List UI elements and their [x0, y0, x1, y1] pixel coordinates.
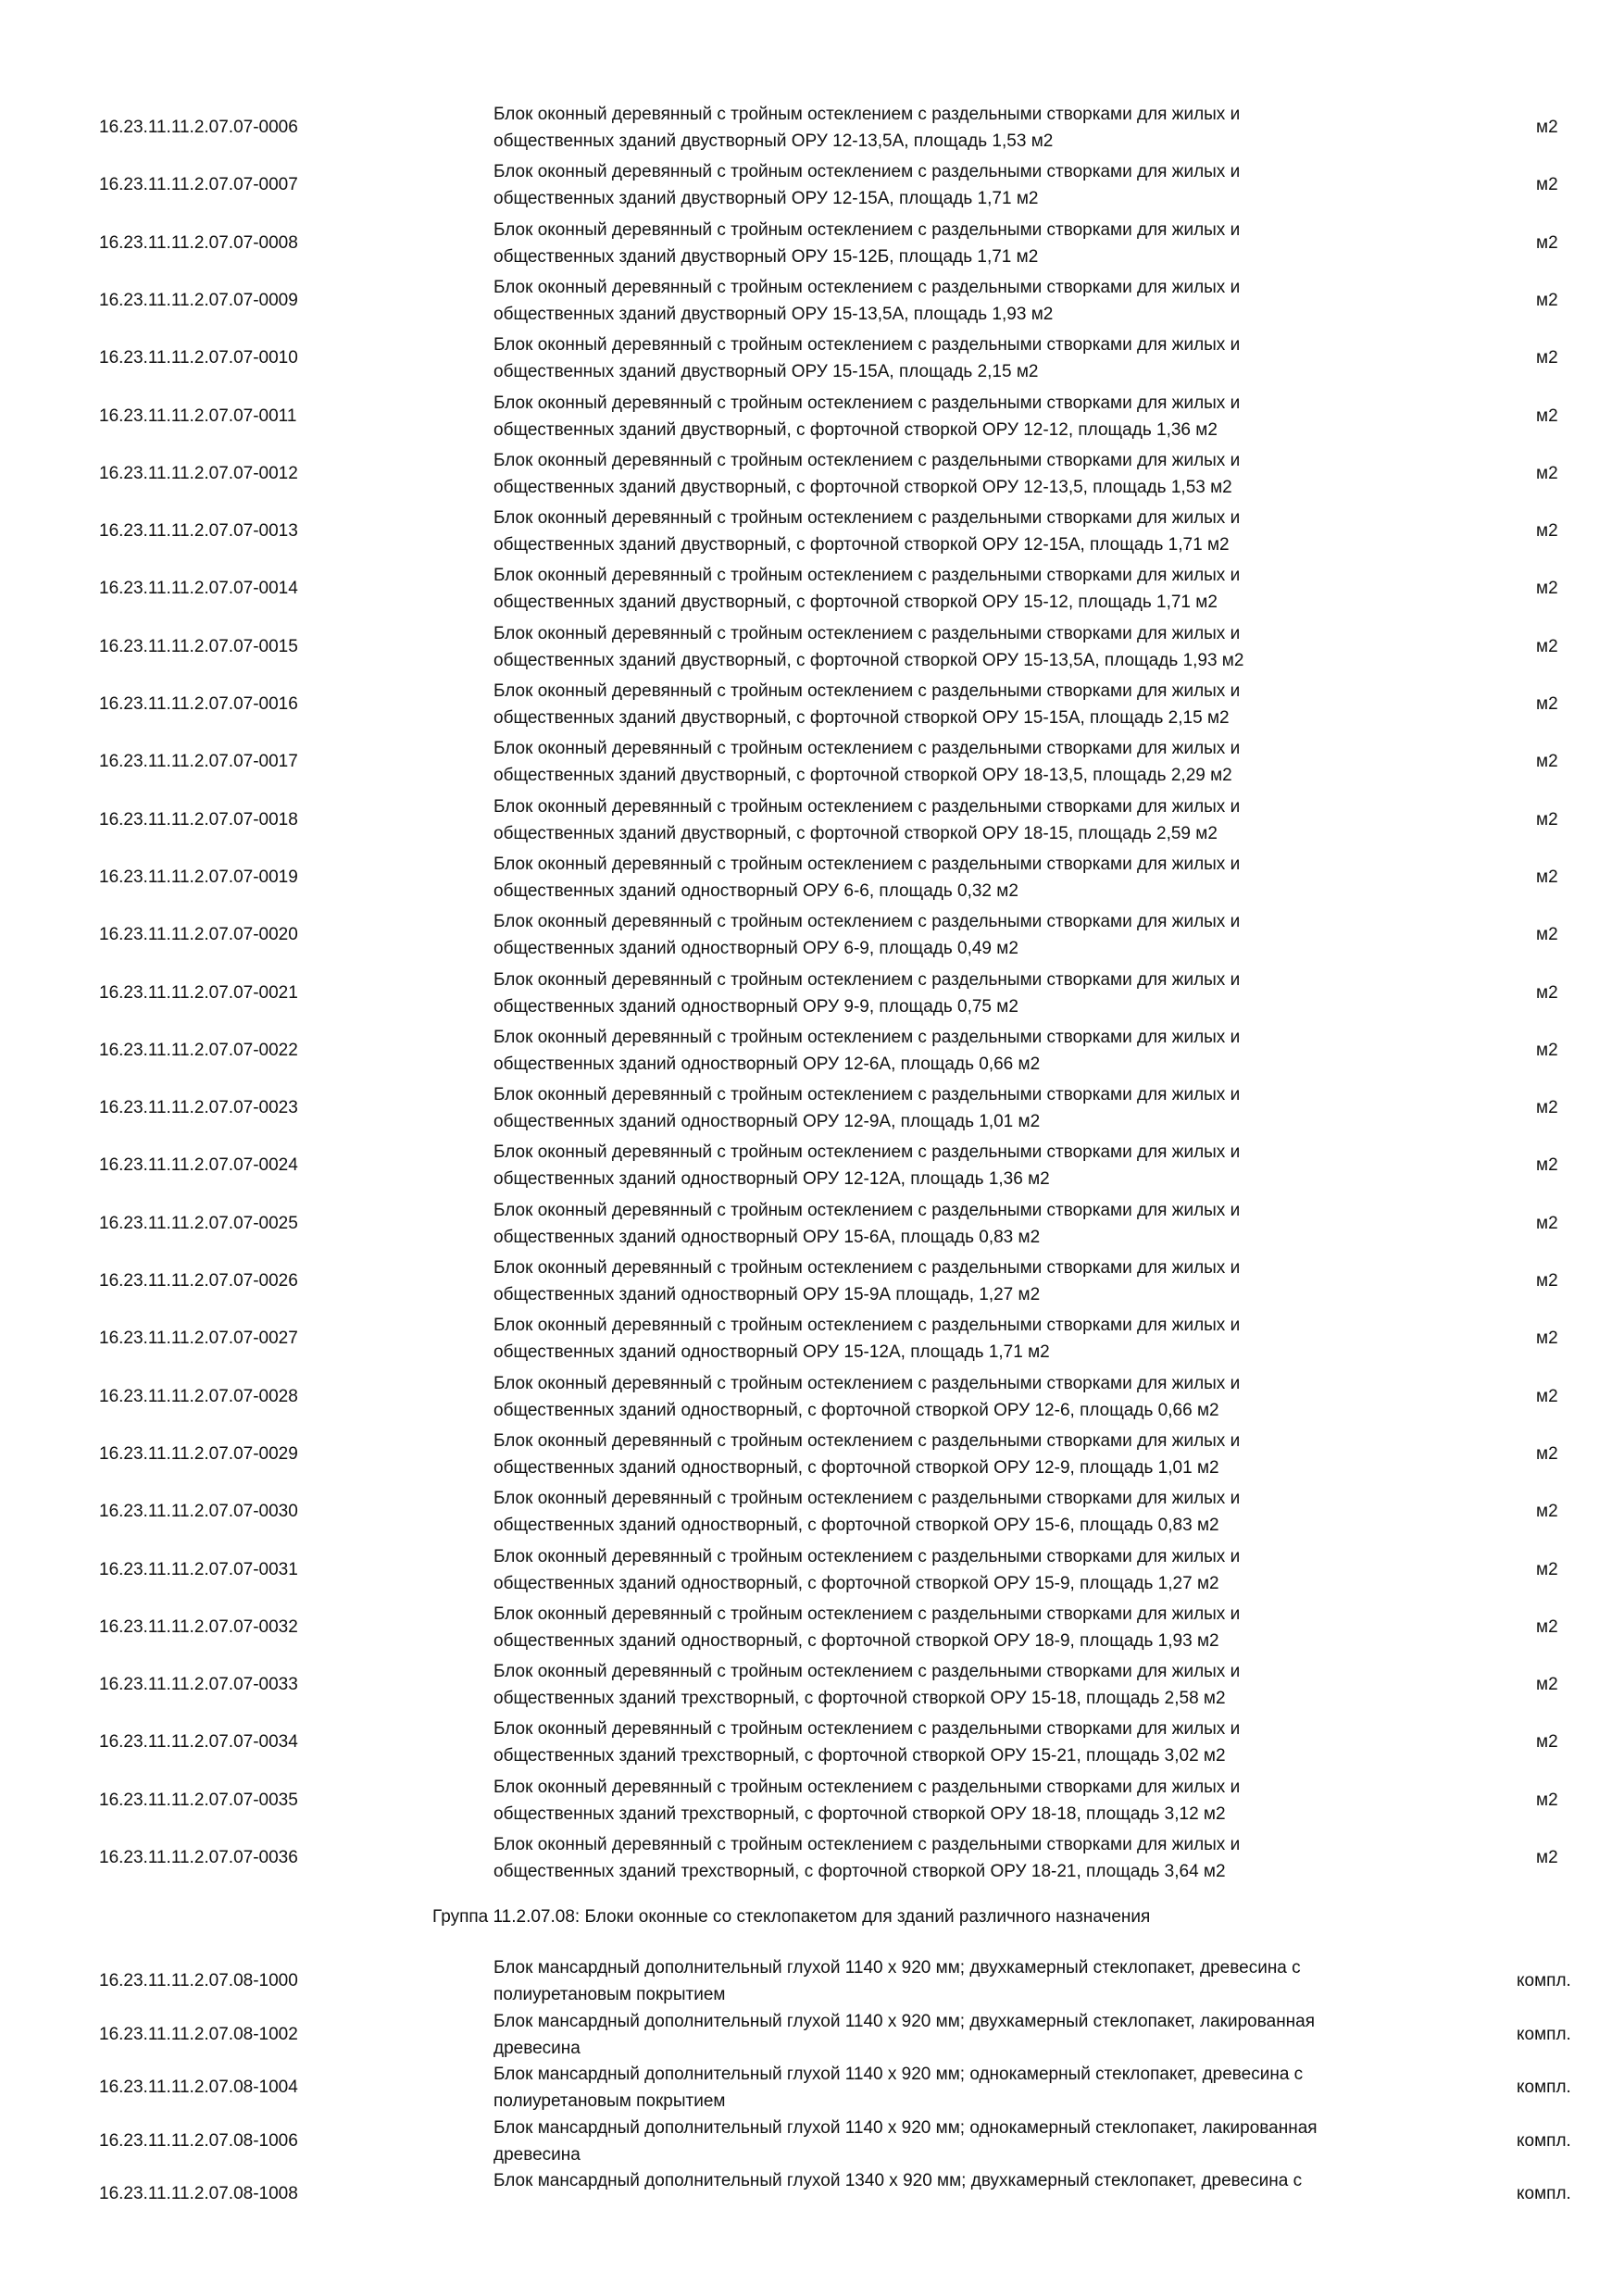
row-description	[493, 1774, 1466, 1828]
row-unit: м2	[1536, 521, 1558, 542]
row-description	[493, 390, 1466, 443]
row-code: 16.23.11.11.2.07.07-0020	[99, 925, 298, 945]
row-code: 16.23.11.11.2.07.07-0021	[99, 982, 298, 1003]
description-line-1: Блок оконный деревянный с тройным остеклением с раздельными створками для жилых и	[493, 1603, 1241, 1624]
row-description	[493, 1370, 1466, 1424]
description-line-2: древесина	[493, 2144, 581, 2165]
row-unit: компл.	[1517, 2024, 1571, 2044]
description-line-2: общественных зданий одностворный ОРУ 6-9, площадь 0,49 м2	[493, 939, 1018, 959]
description-line-1: Блок оконный деревянный с тройным остеклением с раздельными створками для жилых и	[493, 1027, 1241, 1047]
description-line-2: общественных зданий двустворный, с форточной створкой ОРУ 18-13,5, площадь 2,29 м2	[493, 766, 1232, 786]
row-unit: м2	[1536, 1329, 1558, 1349]
description-line-1: Блок оконный деревянный с тройным остеклением с раздельными створками для жилых и	[493, 1142, 1241, 1163]
description-line-2: общественных зданий двустворный, с форточной створкой ОРУ 18-15, площадь 2,59 м2	[493, 823, 1218, 843]
description-line-2: общественных зданий двустворный, с форточной створкой ОРУ 15-12, площадь 1,71 м2	[493, 593, 1218, 613]
description-line-2: общественных зданий одностворный, с форточной створкой ОРУ 18-9, площадь 1,93 м2	[493, 1630, 1219, 1651]
row-description	[493, 217, 1466, 270]
description-line-1: Блок оконный деревянный с тройным остеклением с раздельными створками для жилых и	[493, 681, 1241, 701]
description-line-1: Блок мансардный дополнительный глухой 1140 х 920 мм; однокамерный стеклопакет, лакированная	[493, 2117, 1318, 2138]
row-unit: компл.	[1517, 1971, 1571, 1990]
description-line-1: Блок оконный деревянный с тройным остеклением с раздельными створками для жилых и	[493, 1546, 1241, 1566]
description-line-1: Блок оконный деревянный с тройным остеклением с раздельными створками для жилых и	[493, 1316, 1241, 1336]
row-unit: м2	[1536, 1386, 1558, 1406]
description-line-2: общественных зданий двустворный, с форточной створкой ОРУ 15-15А, площадь 2,15 м2	[493, 708, 1230, 728]
row-code: 16.23.11.11.2.07.07-0011	[99, 406, 297, 426]
row-code: 16.23.11.11.2.07.07-0008	[99, 232, 298, 253]
row-unit: м2	[1536, 406, 1558, 426]
row-code: 16.23.11.11.2.07.07-0006	[99, 118, 298, 137]
row-code: 16.23.11.11.2.07.07-0029	[99, 1443, 298, 1464]
description-line-1: Блок оконный деревянный с тройным остеклением с раздельными створками для жилых и	[493, 450, 1241, 470]
description-line-2: общественных зданий двустворный, с форточной створкой ОРУ 15-13,5А, площадь 1,93 м2	[493, 650, 1244, 670]
row-unit: м2	[1536, 982, 1558, 1003]
row-unit: м2	[1536, 348, 1558, 368]
description-line-1: Блок оконный деревянный с тройным остеклением с раздельными створками для жилых и	[493, 219, 1241, 240]
row-description	[493, 1024, 1466, 1078]
description-line-1: Блок оконный деревянный с тройным остеклением с раздельными створками для жилых и	[493, 1373, 1241, 1393]
description-line-2: общественных зданий двустворный ОРУ 12-13,5А, площадь 1,53 м2	[493, 131, 1054, 151]
description-line-1: Блок оконный деревянный с тройным остеклением с раздельными створками для жилых и	[493, 566, 1241, 586]
row-unit: м2	[1536, 290, 1558, 310]
description-line-1: Блок мансардный дополнительный глухой 1140 х 920 мм; двухкамерный стеклопакет, лакированная	[493, 2011, 1316, 2031]
row-unit: м2	[1536, 1098, 1558, 1118]
row-description	[493, 967, 1466, 1020]
row-description	[493, 1428, 1466, 1481]
description-line-2: общественных зданий двустворный ОРУ 15-12Б, площадь 1,71 м2	[493, 246, 1039, 267]
row-description	[493, 1716, 1466, 1769]
description-line-2: полиуретановым покрытием	[493, 2091, 726, 2111]
row-unit: м2	[1536, 1616, 1558, 1637]
row-unit: м2	[1536, 925, 1558, 945]
description-line-1: Блок оконный деревянный с тройным остеклением с раздельными створками для жилых и	[493, 162, 1241, 182]
row-code: 16.23.11.11.2.07.08-1000	[99, 1971, 298, 1990]
row-code: 16.23.11.11.2.07.07-0022	[99, 1040, 298, 1060]
description-line-2: общественных зданий двустворный ОРУ 12-15А, площадь 1,71 м2	[493, 189, 1039, 209]
description-line-1: Блок оконный деревянный с тройным остеклением с раздельными створками для жилых и	[493, 1430, 1241, 1451]
row-code: 16.23.11.11.2.07.08-1008	[99, 2184, 298, 2203]
row-unit: м2	[1536, 1675, 1558, 1695]
row-unit: м2	[1536, 867, 1558, 887]
row-code: 16.23.11.11.2.07.07-0028	[99, 1386, 298, 1406]
row-unit: м2	[1536, 1213, 1558, 1233]
row-code: 16.23.11.11.2.07.08-1002	[99, 2024, 298, 2044]
description-line-2: общественных зданий двустворный, с форточной створкой ОРУ 12-13,5, площадь 1,53 м2	[493, 477, 1232, 497]
description-line-2: общественных зданий трехстворный, с форточной створкой ОРУ 18-21, площадь 3,64 м2	[493, 1862, 1226, 1881]
description-line-2: общественных зданий одностворный ОРУ 9-9, площадь 0,75 м2	[493, 996, 1018, 1017]
description-line-1: Блок оконный деревянный с тройным остеклением с раздельными створками для жилых и	[493, 1258, 1241, 1278]
description-line-2: общественных зданий двустворный, с форточной створкой ОРУ 12-15А, площадь 1,71 м2	[493, 535, 1230, 555]
row-description	[493, 2115, 1466, 2168]
description-line-1: Блок оконный деревянный с тройным остеклением с раздельными створками для жилых и	[493, 1662, 1241, 1682]
row-description	[493, 562, 1466, 616]
row-description	[493, 1831, 1466, 1885]
description-line-1: Блок оконный деревянный с тройным остеклением с раздельными створками для жилых и	[493, 1489, 1241, 1509]
row-code: 16.23.11.11.2.07.07-0007	[99, 175, 298, 195]
description-line-1: Блок мансардный дополнительный глухой 1340 х 920 мм; двухкамерный стеклопакет, древесина с	[493, 2171, 1303, 2190]
description-line-1: Блок оконный деревянный с тройным остеклением с раздельными створками для жилых и	[493, 969, 1241, 990]
row-code: 16.23.11.11.2.07.07-0026	[99, 1271, 298, 1291]
description-line-2: общественных зданий одностворный, с форточной створкой ОРУ 15-9, площадь 1,27 м2	[493, 1573, 1219, 1593]
row-code: 16.23.11.11.2.07.07-0035	[99, 1790, 298, 1810]
row-description	[493, 505, 1466, 558]
description-line-1: Блок оконный деревянный с тройным остеклением с раздельными створками для жилых и	[493, 912, 1241, 932]
row-code: 16.23.11.11.2.07.07-0025	[99, 1213, 298, 1233]
row-description	[493, 851, 1466, 905]
description-line-2: общественных зданий одностворный, с форточной створкой ОРУ 12-6, площадь 0,66 м2	[493, 1400, 1219, 1420]
row-description	[493, 2061, 1466, 2115]
description-line-2: общественных зданий одностворный ОРУ 12-12А, площадь 1,36 м2	[493, 1169, 1050, 1190]
row-unit: м2	[1536, 1040, 1558, 1060]
description-line-1: Блок мансардный дополнительный глухой 1140 х 920 мм; однокамерный стеклопакет, древесина с	[493, 2065, 1304, 2084]
row-description	[493, 908, 1466, 962]
description-line-1: Блок оконный деревянный с тройным остеклением с раздельными створками для жилых и	[493, 393, 1241, 413]
row-code: 16.23.11.11.2.07.07-0019	[99, 867, 298, 887]
description-line-2: общественных зданий трехстворный, с форточной створкой ОРУ 15-18, площадь 2,58 м2	[493, 1689, 1226, 1709]
description-line-2: общественных зданий двустворный ОРУ 15-13,5А, площадь 1,93 м2	[493, 304, 1054, 324]
description-line-2: общественных зданий одностворный ОРУ 15-12А, площадь 1,71 м2	[493, 1342, 1050, 1363]
row-description	[493, 793, 1466, 847]
description-line-2: общественных зданий одностворный, с форточной створкой ОРУ 12-9, площадь 1,01 м2	[493, 1457, 1219, 1478]
description-line-1: Блок оконный деревянный с тройным остеклением с раздельными створками для жилых и	[493, 508, 1241, 529]
description-line-1: Блок оконный деревянный с тройным остеклением с раздельными створками для жилых и	[493, 1777, 1241, 1797]
description-line-1: Блок оконный деревянный с тройным остеклением с раздельными створками для жилых и	[493, 1085, 1241, 1105]
row-description	[493, 1312, 1466, 1366]
row-description	[493, 158, 1466, 212]
description-line-1: Блок оконный деревянный с тройным остеклением с раздельными створками для жилых и	[493, 1719, 1241, 1740]
description-line-1: Блок оконный деревянный с тройным остеклением с раздельными створками для жилых и	[493, 739, 1241, 759]
description-line-2: общественных зданий трехстворный, с форточной створкой ОРУ 15-21, площадь 3,02 м2	[493, 1746, 1226, 1766]
description-line-2: общественных зданий двустворный, с форточной створкой ОРУ 12-12, площадь 1,36 м2	[493, 419, 1218, 440]
row-description	[493, 1254, 1466, 1308]
row-unit: м2	[1536, 1155, 1558, 1176]
row-unit: м2	[1536, 232, 1558, 253]
description-line-2: общественных зданий одностворный, с форточной створкой ОРУ 15-6, площадь 0,83 м2	[493, 1516, 1219, 1536]
description-line-2: общественных зданий трехстворный, с форточной створкой ОРУ 18-18, площадь 3,12 м2	[493, 1803, 1226, 1824]
row-description	[493, 1197, 1466, 1251]
description-line-1: Блок оконный деревянный с тройным остеклением с раздельными створками для жилых и	[493, 623, 1241, 643]
row-code: 16.23.11.11.2.07.07-0034	[99, 1732, 298, 1753]
row-unit: м2	[1536, 1790, 1558, 1810]
row-unit: компл.	[1517, 2130, 1571, 2151]
row-code: 16.23.11.11.2.07.07-0015	[99, 636, 298, 656]
row-unit: м2	[1536, 1559, 1558, 1579]
row-unit: компл.	[1517, 2078, 1571, 2097]
row-code: 16.23.11.11.2.07.07-0014	[99, 579, 298, 599]
row-unit: м2	[1536, 1848, 1558, 1867]
group-title: Группа 11.2.07.08: Блоки оконные со стеклопакетом для зданий различного назначения	[432, 1907, 1151, 1927]
row-description	[493, 678, 1466, 731]
description-line-2: древесина	[493, 2038, 581, 2058]
row-description	[493, 1139, 1466, 1192]
row-code: 16.23.11.11.2.07.07-0013	[99, 521, 298, 542]
row-code: 16.23.11.11.2.07.08-1004	[99, 2078, 298, 2097]
row-code: 16.23.11.11.2.07.07-0017	[99, 752, 298, 772]
row-unit: м2	[1536, 636, 1558, 656]
row-code: 16.23.11.11.2.07.07-0009	[99, 290, 298, 310]
row-description	[493, 735, 1466, 789]
description-line-1: Блок оконный деревянный с тройным остеклением с раздельными створками для жилых и	[493, 1200, 1241, 1220]
row-unit: м2	[1536, 809, 1558, 830]
description-line-1: Блок оконный деревянный с тройным остеклением с раздельными створками для жилых и	[493, 335, 1241, 356]
row-unit: м2	[1536, 1271, 1558, 1291]
row-unit: м2	[1536, 1502, 1558, 1522]
row-code: 16.23.11.11.2.07.07-0016	[99, 694, 298, 714]
row-description	[493, 1543, 1466, 1597]
description-line-1: Блок оконный деревянный с тройным остеклением с раздельными створками для жилых и	[493, 277, 1241, 297]
row-code: 16.23.11.11.2.07.08-1006	[99, 2130, 298, 2151]
row-unit: м2	[1536, 579, 1558, 599]
row-code: 16.23.11.11.2.07.07-0010	[99, 348, 298, 368]
row-unit: м2	[1536, 1443, 1558, 1464]
row-unit: м2	[1536, 752, 1558, 772]
description-line-2: общественных зданий одностворный ОРУ 12-9А, площадь 1,01 м2	[493, 1112, 1041, 1132]
description-line-1: Блок оконный деревянный с тройным остеклением с раздельными створками для жилых и	[493, 796, 1241, 817]
description-line-1: Блок оконный деревянный с тройным остеклением с раздельными створками для жилых и	[493, 105, 1241, 124]
row-code: 16.23.11.11.2.07.07-0027	[99, 1329, 298, 1349]
description-line-2: общественных зданий одностворный ОРУ 6-6, площадь 0,32 м2	[493, 880, 1018, 901]
row-description	[493, 1601, 1466, 1654]
row-description	[493, 447, 1466, 501]
row-description	[493, 274, 1466, 328]
row-code: 16.23.11.11.2.07.07-0031	[99, 1559, 298, 1579]
row-description	[493, 331, 1466, 385]
row-code: 16.23.11.11.2.07.07-0030	[99, 1502, 298, 1522]
row-unit: м2	[1536, 463, 1558, 483]
row-description	[493, 620, 1466, 674]
row-code: 16.23.11.11.2.07.07-0018	[99, 809, 298, 830]
row-description	[493, 1081, 1466, 1135]
row-description	[493, 1954, 1466, 2008]
row-unit: компл.	[1517, 2184, 1571, 2203]
row-description	[493, 1485, 1466, 1539]
row-description	[493, 2167, 1466, 2194]
row-unit: м2	[1536, 118, 1558, 137]
description-line-2: общественных зданий двустворный ОРУ 15-15А, площадь 2,15 м2	[493, 362, 1039, 382]
row-description	[493, 101, 1466, 155]
description-line-1: Блок мансардный дополнительный глухой 1140 х 920 мм; двухкамерный стеклопакет, древесина с	[493, 1958, 1301, 1978]
description-line-1: Блок оконный деревянный с тройным остеклением с раздельными створками для жилых и	[493, 854, 1241, 874]
description-line-2: общественных зданий одностворный ОРУ 15-9А площадь, 1,27 м2	[493, 1285, 1041, 1304]
description-line-2: общественных зданий одностворный ОРУ 15-6А, площадь 0,83 м2	[493, 1227, 1041, 1247]
row-code: 16.23.11.11.2.07.07-0033	[99, 1675, 298, 1695]
row-description	[493, 1658, 1466, 1712]
row-unit: м2	[1536, 1732, 1558, 1753]
row-code: 16.23.11.11.2.07.07-0036	[99, 1848, 298, 1867]
description-line-2: полиуретановым покрытием	[493, 1985, 726, 2004]
row-code: 16.23.11.11.2.07.07-0024	[99, 1155, 298, 1176]
row-code: 16.23.11.11.2.07.07-0032	[99, 1616, 298, 1637]
row-unit: м2	[1536, 175, 1558, 195]
row-unit: м2	[1536, 694, 1558, 714]
row-code: 16.23.11.11.2.07.07-0023	[99, 1098, 298, 1118]
description-line-1: Блок оконный деревянный с тройным остеклением с раздельными створками для жилых и	[493, 1835, 1241, 1854]
row-description	[493, 2008, 1466, 2062]
description-line-2: общественных зданий одностворный ОРУ 12-6А, площадь 0,66 м2	[493, 1054, 1041, 1074]
row-code: 16.23.11.11.2.07.07-0012	[99, 463, 298, 483]
